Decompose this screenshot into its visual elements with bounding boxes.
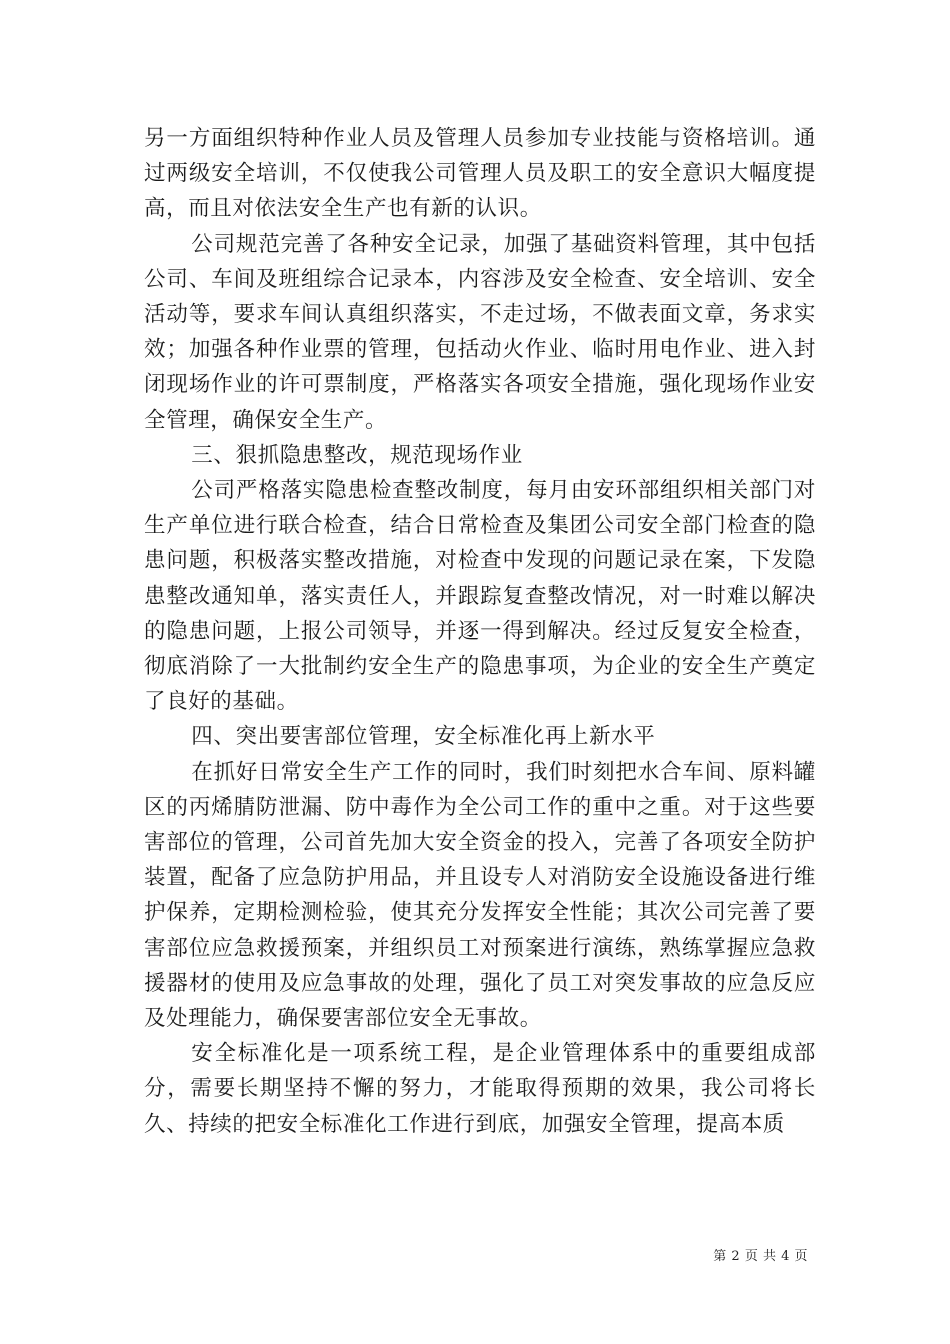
paragraph-hazard-rectification: 公司严格落实隐患检查整改制度，每月由安环部组织相关部门对生产单位进行联合检查，结合日常检查及集团公司安全部门检查的隐患问题，积极落实整改措施，对检查中发现的问题记录在案，下发隐患整改通知单，落实责任人，并跟踪复查整改情况，对一时难以解决的隐患问题，上报公司领导，并逐一得到解决。经过反复安全检查，彻底消除了一大批制约安全生产的隐患事项，为企业的安全生产奠定了良好的基础。 — [144, 478, 816, 715]
paragraph-continuation: 另一方面组织特种作业人员及管理人员参加专业技能与资格培训。通过两级安全培训，不仅使我公司管理人员及职工的安全意识大幅度提高，而且对依法安全生产也有新的认识。 — [144, 126, 816, 222]
page-number-footer: 第 2 页 共 4 页 — [713, 1249, 808, 1264]
section-heading-3: 三、狠抓隐患整改，规范现场作业 — [191, 442, 523, 468]
paragraph-standardization: 安全标准化是一项系统工程，是企业管理体系中的重要组成部分，需要长期坚持不懈的努力，才能取得预期的效果，我公司将长久、持续的把安全标准化工作进行到底，加强安全管理，提高本质 — [144, 1041, 816, 1137]
section-heading-4: 四、突出要害部位管理，安全标准化再上新水平 — [191, 724, 656, 750]
document-body — [144, 121, 816, 1142]
paragraph-key-areas: 在抓好日常安全生产工作的同时，我们时刻把水合车间、原料罐区的丙烯腈防泄漏、防中毒作为全公司工作的重中之重。对于这些要害部位的管理，公司首先加大安全资金的投入，完善了各项安全防护装置，配备了应急防护用品，并且设专人对消防安全设施设备进行维护保养，定期检测检验，使其充分发挥安全性能；其次公司完善了要害部位应急救援预案，并组织员工对预案进行演练，熟练掌握应急救援器材的使用及应急事故的处理，强化了员工对突发事故的应急反应及处理能力，确保要害部位安全无事故。 — [144, 759, 816, 1032]
paragraph-safety-records: 公司规范完善了各种安全记录，加强了基础资料管理，其中包括公司、车间及班组综合记录本，内容涉及安全检查、安全培训、安全活动等，要求车间认真组织落实，不走过场，不做表面文章，务求实效；加强各种作业票的管理，包括动火作业、临时用电作业、进入封闭现场作业的许可票制度，严格落实各项安全措施，强化现场作业安全管理，确保安全生产。 — [144, 231, 816, 433]
